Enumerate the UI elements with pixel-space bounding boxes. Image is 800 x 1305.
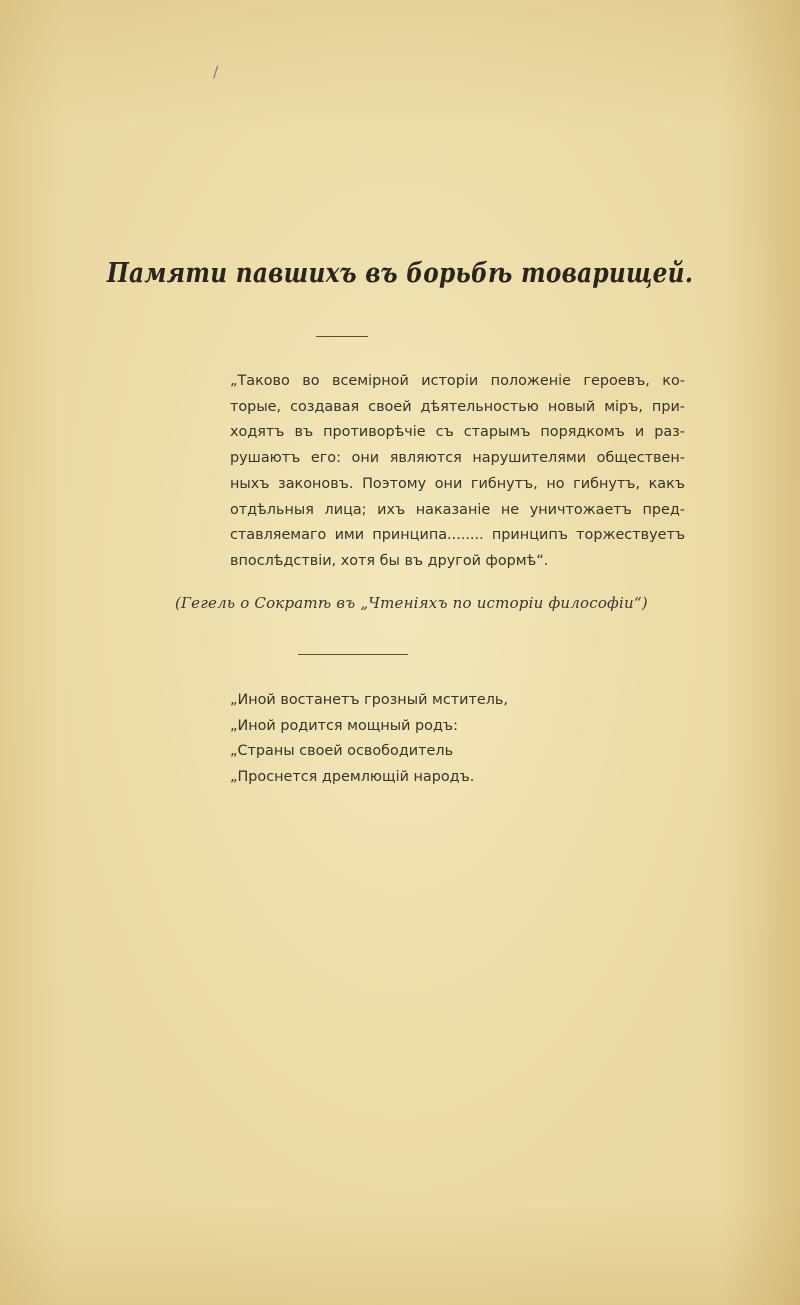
verse-line: „Иной востанетъ грозный мститель, — [230, 692, 508, 708]
page-title: Памяти павшихъ въ борьбѣ товарищей. — [106, 258, 694, 289]
verse-line: „Иной родится мощный родъ: — [230, 717, 458, 734]
quote-line: торые, создавая своей дѣятельностью новый міръ, при- — [230, 398, 685, 415]
quote-line: „Таково во всемірной исторіи положеніе героевъ, ко- — [230, 373, 685, 389]
quote-line: впослѣдствіи, хотя бы въ другой формѣ“. — [230, 552, 549, 569]
quote-line: ходятъ въ противорѣчіе съ старымъ порядкомъ и раз- — [230, 424, 685, 441]
verse — [230, 688, 508, 790]
quote-attribution: (Гегель о Сократѣ въ „Чтеніяхъ по исторіи философіи“) — [175, 594, 648, 612]
quote-line: ставляемаго ими принципа........ принципъ торжествуетъ — [230, 527, 685, 544]
divider-top — [316, 336, 368, 337]
divider-middle — [298, 654, 408, 655]
stray-mark: / — [213, 62, 219, 81]
verse-line: „Страны своей освободитель — [230, 743, 454, 759]
quote-line: рушаютъ его: они являются нарушителями обществен- — [230, 450, 685, 467]
hegel-quote — [230, 369, 685, 575]
quote-line: ныхъ законовъ. Поэтому они гибнутъ, но гибнутъ, какъ — [230, 475, 685, 492]
quote-line: отдѣльныя лица; ихъ наказаніе не уничтожаетъ пред- — [230, 501, 685, 518]
verse-line: „Проснется дремлющій народъ. — [230, 768, 475, 785]
